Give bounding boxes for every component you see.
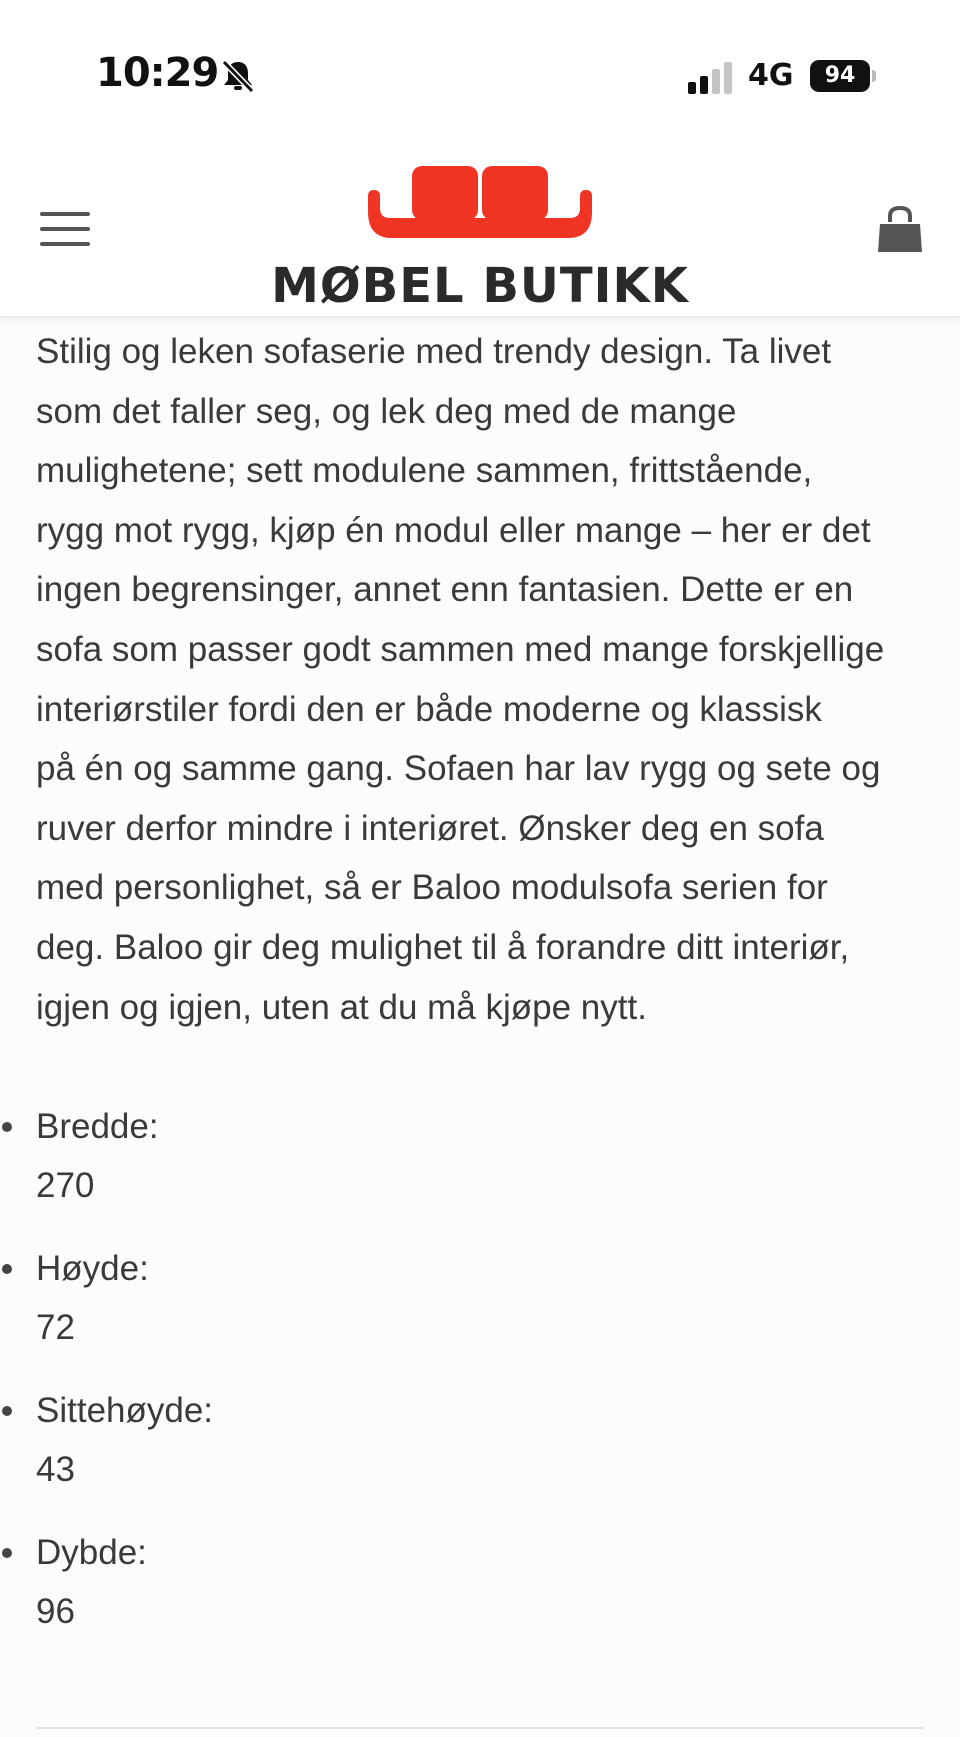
description-line: interiørstiler fordi den er både moderne og klassisk	[36, 689, 822, 729]
cart-bag-icon[interactable]	[874, 204, 926, 256]
bullet-icon	[2, 1548, 12, 1558]
description-line: som det faller seg, og lek deg med de mange	[36, 391, 737, 431]
bullet-icon	[2, 1264, 12, 1274]
spec-value: 43	[36, 1450, 75, 1490]
status-time: 10:29	[96, 50, 219, 96]
spec-value: 72	[36, 1308, 75, 1348]
status-bar	[0, 0, 960, 140]
description-line: ruver derfor mindre i interiøret. Ønsker deg en sofa	[36, 808, 824, 848]
description-line: sofa som passer godt sammen med mange forskjellige	[36, 629, 885, 669]
site-header	[0, 140, 960, 317]
logo-sofa-icon[interactable]	[360, 150, 600, 250]
network-type: 4G	[748, 58, 794, 93]
spec-label: Sittehøyde:	[36, 1391, 214, 1431]
spec-item-seat-height	[36, 1381, 926, 1499]
spec-item-height	[36, 1239, 926, 1357]
cellular-signal-icon	[688, 62, 738, 94]
spec-item-width	[36, 1097, 926, 1215]
description-line: på én og samme gang. Sofaen har lav rygg og sete og	[36, 749, 881, 789]
description-line: igjen og igjen, uten at du må kjøpe nytt.	[36, 987, 647, 1027]
battery-tip	[872, 70, 876, 82]
spec-label: Høyde:	[36, 1249, 149, 1289]
description-line: ingen begrensinger, annet enn fantasien. Dette er en	[36, 570, 854, 610]
section-divider	[36, 1727, 924, 1729]
spec-value: 270	[36, 1166, 95, 1206]
description-line: med personlighet, så er Baloo modulsofa serien for	[36, 868, 828, 908]
spec-item-depth	[36, 1523, 926, 1641]
logo-wordmark[interactable]: MØBEL BUTIKK	[271, 258, 689, 314]
description-line: Stilig og leken sofaserie med trendy design. Ta livet	[36, 332, 832, 371]
spec-label: Dybde:	[36, 1533, 147, 1573]
bullet-icon	[2, 1122, 12, 1132]
description-line: rygg mot rygg, kjøp én modul eller mange – her er det	[36, 510, 871, 550]
product-content	[36, 322, 926, 1665]
bullet-icon	[2, 1406, 12, 1416]
spec-value: 96	[36, 1592, 75, 1632]
spec-list	[36, 1097, 926, 1641]
description-line: deg. Baloo gir deg mulighet til å forandre ditt interiør,	[36, 927, 850, 967]
battery-indicator: 94	[810, 60, 870, 92]
menu-icon[interactable]	[40, 212, 90, 252]
product-description	[36, 322, 926, 1037]
spec-label: Bredde:	[36, 1107, 159, 1147]
bell-slash-icon	[220, 58, 256, 94]
description-line: mulighetene; sett modulene sammen, frittstående,	[36, 451, 813, 491]
